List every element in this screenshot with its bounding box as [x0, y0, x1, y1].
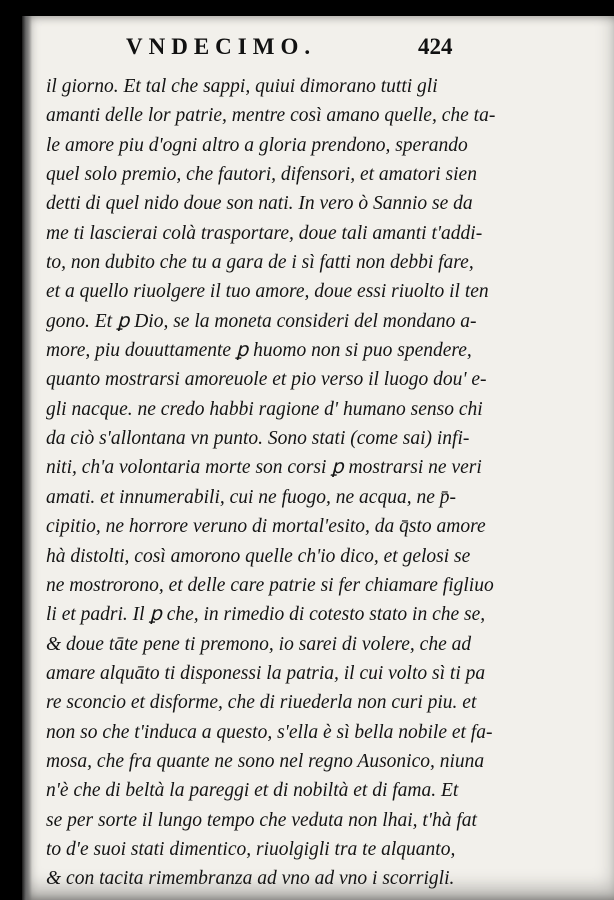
text-line: niti, ch'a volontaria morte son corsi ꝑ mostrarsi ne veri — [46, 457, 482, 479]
text-line: amati. et innumerabili, cui ne fuogo, ne acqua, ne p̄- — [46, 486, 456, 508]
text-line: gono. Et ꝑ Dio, se la moneta consideri del mondano a- — [46, 310, 477, 332]
text-line: amare alquāto ti disponessi la patria, il cui volto sì ti pa — [46, 662, 486, 684]
text-line: le amore piu d'ogni altro a gloria prendono, sperando — [46, 134, 468, 156]
text-line: & con tacita rimembranza ad vno ad vno i scorrigli. — [46, 868, 455, 890]
text-line: il giorno. Et tal che sappi, quiui dimorano tutti gli — [46, 76, 438, 97]
text-line: detti di quel nido doue son nati. In vero ò Sannio se da — [46, 193, 473, 215]
text-line: re sconcio et disforme, che di riuederla non curi piu. et — [46, 692, 477, 714]
text-line: quanto mostrarsi amoreuole et pio verso il luogo dou' e- — [46, 369, 487, 391]
text-line: me ti lascierai colà trasportare, doue tali amanti t'addi- — [46, 222, 483, 244]
text-line: da ciò s'allontana vn punto. Sono stati (come sai) infi- — [46, 428, 470, 450]
text-line: se per sorte il lungo tempo che veduta non lhai, t'hà fat — [46, 809, 477, 831]
body-text — [46, 72, 606, 894]
text-line: to d'e suoi stati dimentico, riuolgigli tra te alquanto, — [46, 838, 456, 860]
running-head: VNDECIMO. — [126, 34, 317, 59]
text-line: & doue tāte pene ti premono, io sarei di volere, che ad — [46, 633, 472, 655]
book-page — [22, 16, 614, 900]
text-line: to, non dubito che tu a gara de i sì fatti non debbi fare, — [46, 252, 474, 274]
text-line: mosa, che fra quante ne sono nel regno Ausonico, niuna — [46, 750, 485, 772]
text-line: n'è che di beltà la pareggi et di nobiltà et di fama. Et — [46, 780, 459, 802]
text-line: non so che t'induca a questo, s'ella è sì bella nobile et fa- — [46, 721, 493, 743]
text-line: ne mostrorono, et delle care patrie si fer chiamare figliuo — [46, 574, 494, 596]
page-header — [126, 34, 526, 68]
text-line: li et padri. Il ꝑ che, in rimedio di cotesto stato in che se, — [46, 604, 486, 626]
text-line: quel solo premio, che fautori, difensori, et amatori sien — [46, 164, 477, 186]
text-line: hà distolti, così amorono quelle ch'io dico, et gelosi se — [46, 545, 471, 567]
page-number: 424 — [418, 34, 453, 59]
page-gutter-shadow — [22, 16, 32, 900]
text-line: more, piu douuttamente ꝑ huomo non si puo spendere, — [46, 340, 472, 362]
text-line: et a quello riuolgere il tuo amore, doue essi riuolto il ten — [46, 281, 489, 303]
text-line: cipitio, ne horrore veruno di mortal'esito, da q̄sto amore — [46, 516, 486, 538]
text-line: gli nacque. ne credo habbi ragione d' humano senso chi — [46, 398, 483, 420]
text-line: amanti delle lor patrie, mentre così amano quelle, che ta- — [46, 105, 496, 127]
